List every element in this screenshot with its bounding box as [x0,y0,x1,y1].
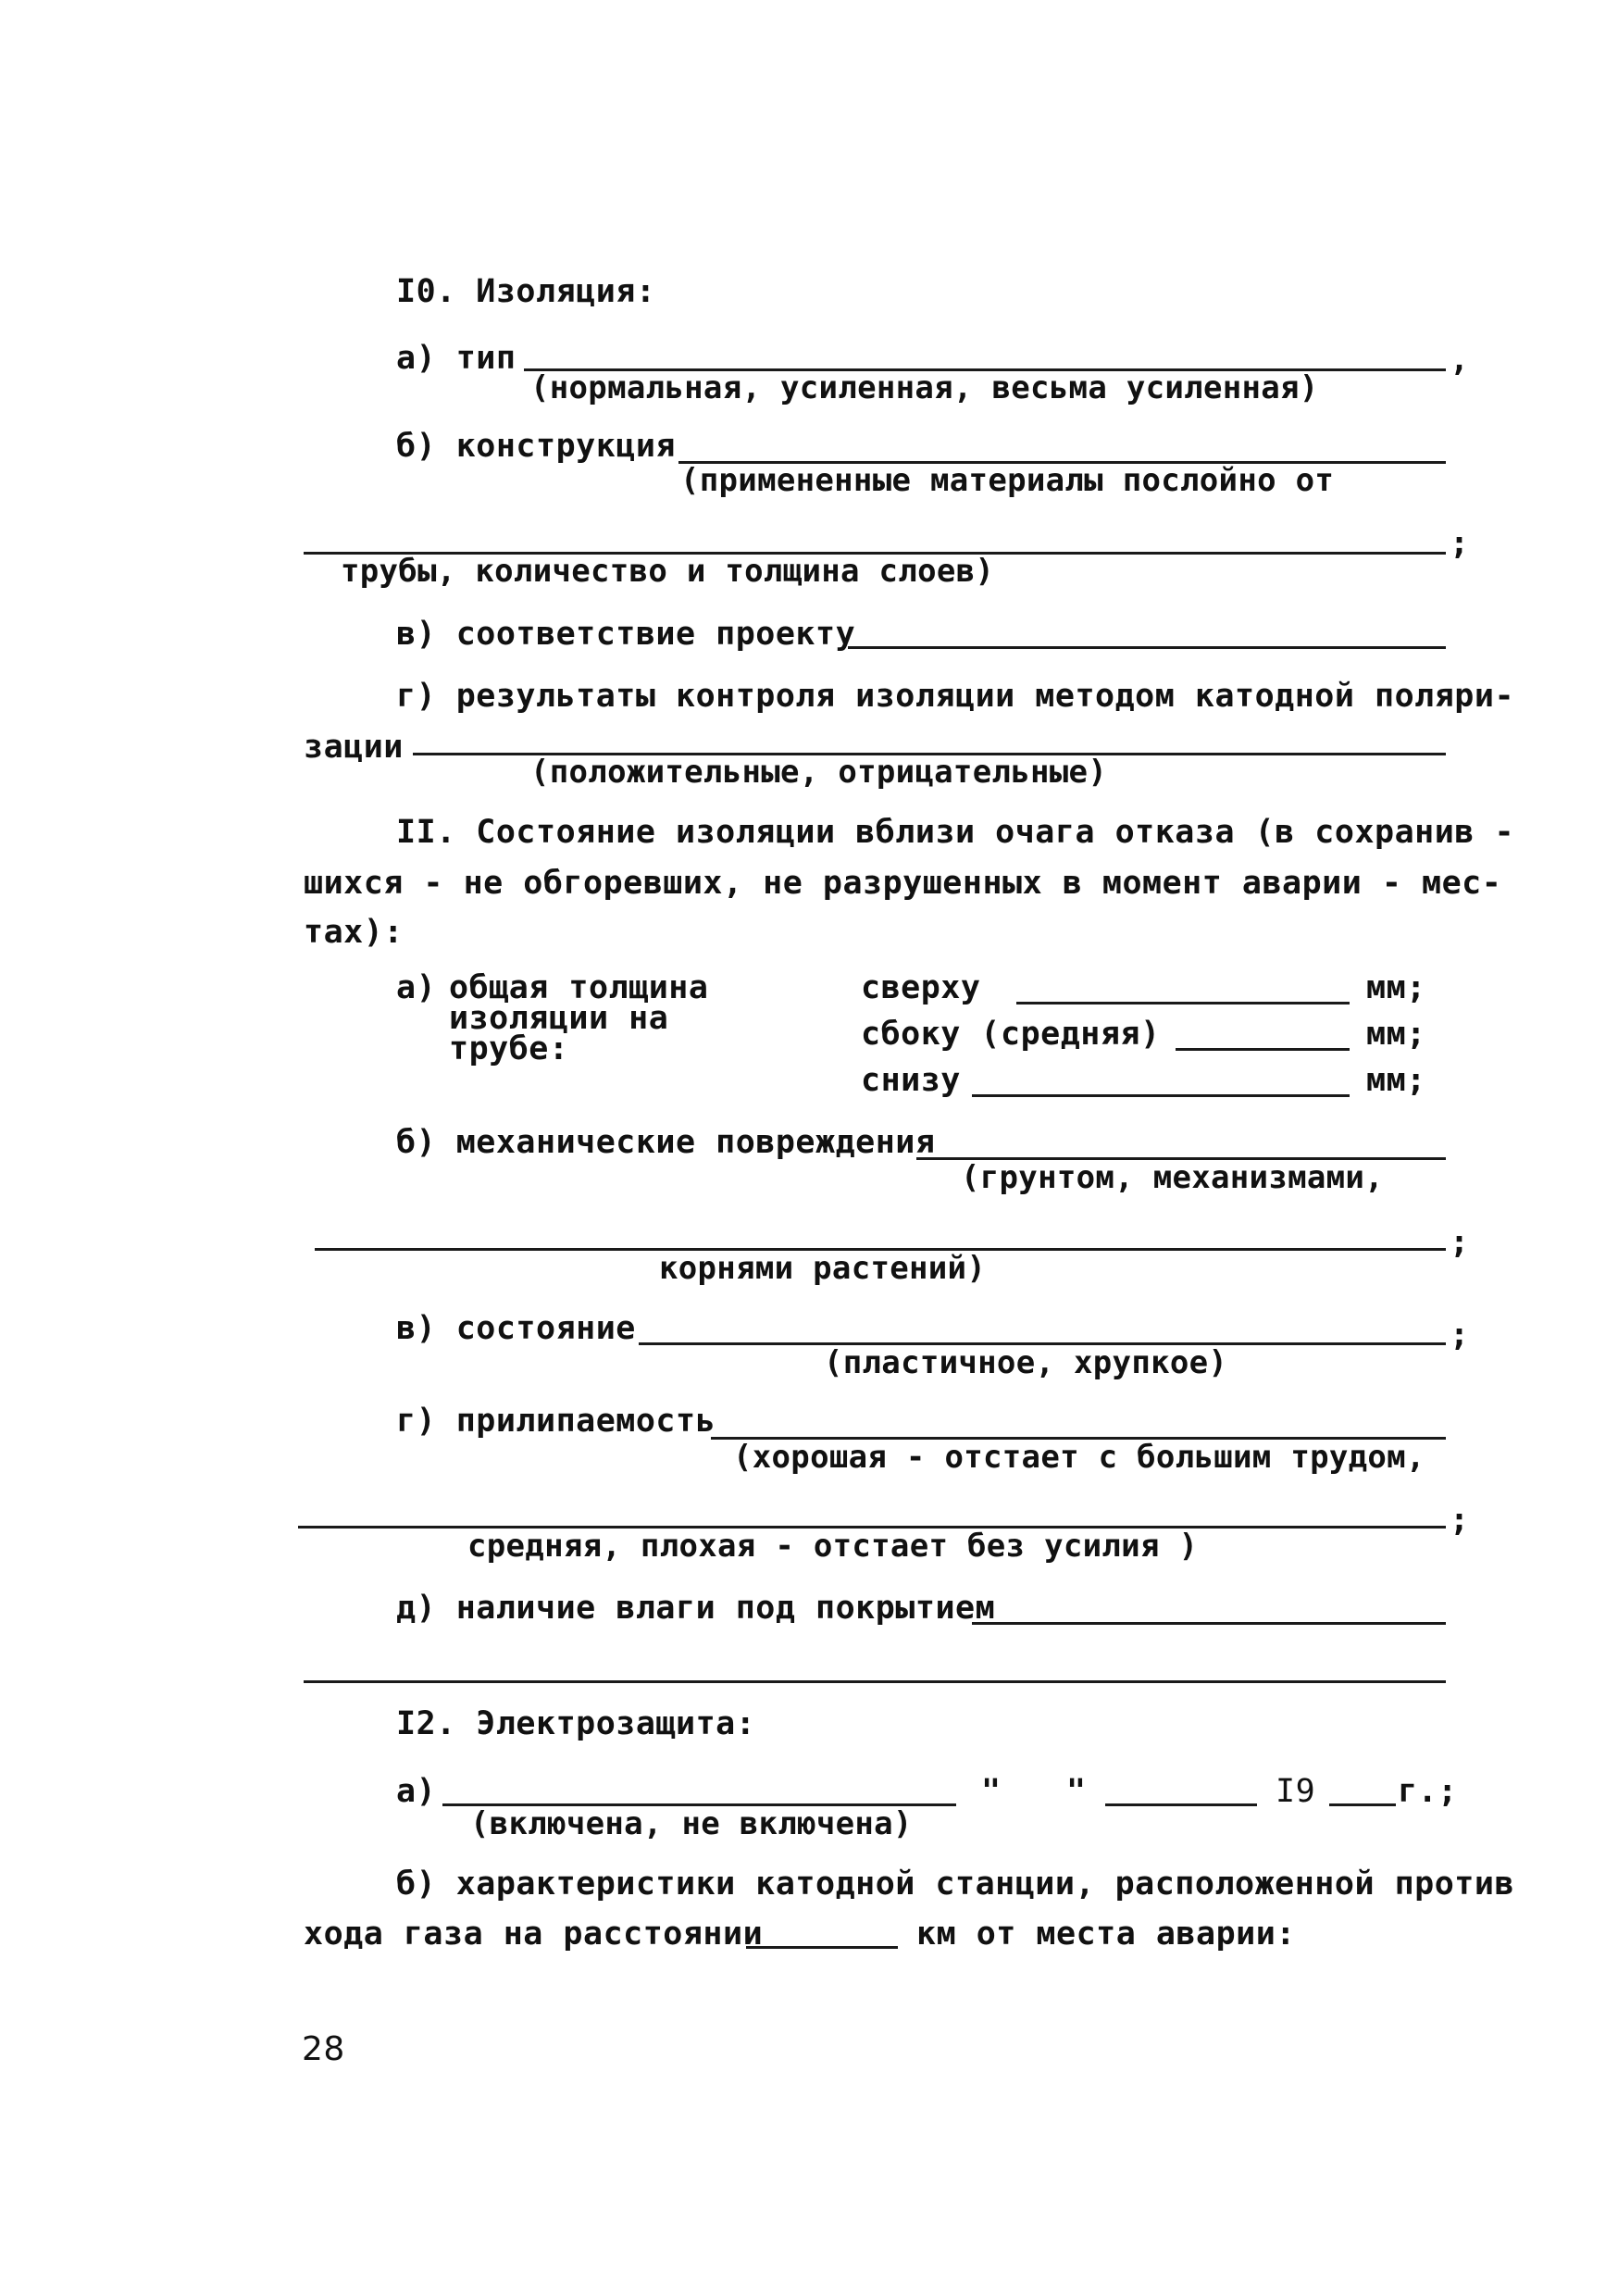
adhesion-caption-1: (хорошая - отстает с большим трудом, [733,1439,1425,1476]
state-caption: (пластичное, хрупкое) [824,1344,1228,1381]
section-11-line-1: II. Состояние изоляции вблизи очага отказа (в сохранив - [396,814,1515,851]
thickness-bottom-field[interactable] [972,1094,1350,1097]
cathodic-control-text: г) результаты контроля изоляции методом катодной поляри- [396,678,1515,715]
thickness-text-2: изоляции на [449,1000,669,1037]
mechanical-damage-end-mark: ; [1450,1224,1470,1261]
insulation-type-label: а) тип [396,340,517,377]
thickness-bottom-unit: мм; [1366,1062,1426,1099]
insulation-construction-caption-2: трубы, количество и толщина слоев) [341,553,995,590]
cathodic-station-line-2-start: хода газа на расстоянии [304,1915,764,1953]
project-compliance-field[interactable] [848,646,1446,649]
date-quote-open: " [981,1773,1002,1810]
cathodic-control-label: зации [304,729,404,766]
year-field[interactable] [1329,1803,1396,1806]
moisture-field-2[interactable] [304,1680,1446,1683]
thickness-bottom-label: снизу [861,1062,961,1099]
thickness-side-unit: мм; [1366,1016,1426,1053]
section-12-heading: I2. Электрозащита: [396,1705,756,1742]
adhesion-caption-2: средняя, плохая - отстает без усилия ) [467,1528,1199,1565]
cathodic-control-caption: (положительные, отрицательные) [530,754,1108,791]
year-suffix: г.; [1398,1773,1458,1810]
mechanical-damage-caption-1: (грунтом, механизмами, [961,1159,1384,1196]
page-number: 28 [302,2030,345,2068]
adhesion-label: г) прилипаемость [396,1403,716,1440]
section-10-heading: I0. Изоляция: [396,273,656,310]
cathodic-station-line-2-end: км от места аварии: [916,1915,1296,1953]
state-label: в) состояние [396,1310,636,1347]
section-11-line-2: шихся - не обгоревших, не разрушенных в момент аварии - мес- [304,865,1502,902]
insulation-construction-caption-1: (примененные материалы послойно от [680,462,1335,499]
project-compliance-label: в) соответствие проекту [396,616,856,653]
electroprotection-item-label: а) [396,1773,437,1810]
thickness-item-label: а) [396,969,437,1006]
section-11-line-3: тах): [304,914,404,951]
thickness-side-field[interactable] [1176,1048,1350,1051]
thickness-text-3: трубе: [449,1030,569,1067]
year-prefix: I9 [1276,1773,1316,1810]
insulation-construction-end-mark: ; [1450,525,1470,562]
moisture-label: д) наличие влаги под покрытием [396,1590,996,1627]
thickness-top-field[interactable] [1016,1002,1350,1004]
thickness-top-label: сверху [861,969,981,1006]
date-month-field[interactable] [1105,1803,1257,1806]
insulation-type-end-mark: , [1450,342,1470,379]
moisture-field[interactable] [972,1622,1446,1625]
distance-field[interactable] [746,1946,898,1949]
thickness-text-1: общая толщина [449,969,709,1006]
mechanical-damage-caption-2: корнями растений) [659,1250,987,1287]
mechanical-damage-label: б) механические повреждения [396,1124,936,1161]
state-end-mark: ; [1450,1316,1470,1354]
insulation-type-caption: (нормальная, усиленная, весьма усиленная) [530,369,1319,406]
thickness-top-unit: мм; [1366,969,1426,1006]
cathodic-station-line-1: б) характеристики катодной станции, расположенной против [396,1866,1515,1903]
adhesion-end-mark: ; [1450,1502,1470,1539]
thickness-side-label: сбоку (средняя) [861,1016,1161,1053]
electroprotection-caption: (включена, не включена) [470,1805,913,1842]
insulation-construction-label: б) конструкция [396,428,677,465]
date-quote-close: " [1066,1773,1087,1810]
